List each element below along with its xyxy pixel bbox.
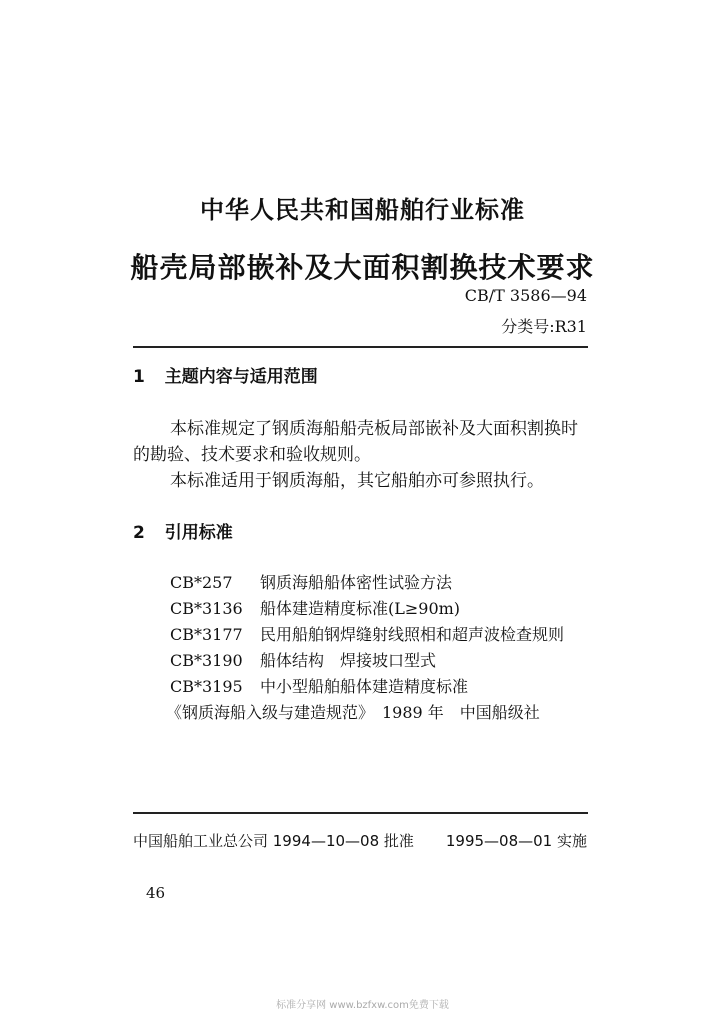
standard-title: 中华人民共和国船舶行业标准 [200, 196, 525, 224]
watermark: 标准分享网 www.bzfxw.com免费下载 [276, 1000, 449, 1011]
reference-code: CB*3136 [170, 599, 243, 618]
reference-title: 民用船舶钢焊缝射线照相和超声波检查规则 [260, 625, 565, 644]
reference-item-rules: 《钢质海船入级与建造规范》 1989 年 中国船级社 [166, 703, 540, 722]
section-1-heading [133, 362, 318, 387]
implementation-date: 1995—08—01 实施 [445, 832, 587, 850]
reference-item [170, 674, 468, 697]
reference-title: 船体建造精度标准(L≥90m) [260, 599, 461, 618]
section-1-number: 1 [133, 367, 145, 387]
classification-number: 分类号:R31 [501, 317, 587, 336]
reference-item [170, 622, 564, 645]
section-2-number: 2 [133, 523, 145, 543]
reference-code: CB*3177 [170, 625, 243, 644]
section-2-title: 引用标准 [164, 523, 233, 543]
reference-code: CB*3190 [170, 651, 243, 670]
reference-item [170, 570, 452, 593]
approval-note: 中国船舶工业总公司 1994—10—08 批准 [133, 832, 414, 850]
section-1-title: 主题内容与适用范围 [164, 367, 318, 387]
reference-title: 中小型船舶船体建造精度标准 [260, 677, 469, 696]
section-1-para-2: 本标准适用于钢质海船，其它船舶亦可参照执行。 [170, 471, 544, 491]
standard-code: CB/T 3586—94 [464, 286, 587, 305]
document-title: 船壳局部嵌补及大面积割换技术要求 [130, 251, 595, 284]
reference-code: CB*257 [170, 573, 233, 592]
reference-title: 船体结构 焊接坡口型式 [260, 651, 437, 670]
footer-divider [133, 812, 588, 814]
section-2-heading [133, 518, 233, 543]
reference-item [170, 596, 460, 619]
section-1-para-1-line-1: 本标准规定了钢质海船船壳板局部嵌补及大面积割换时 [170, 419, 578, 439]
section-1-para-1-line-2: 的勘验、技术要求和验收规则。 [133, 445, 371, 465]
page-number: 46 [146, 884, 166, 902]
reference-title: 钢质海船船体密性试验方法 [260, 573, 453, 592]
reference-item [170, 648, 436, 671]
header-divider [133, 346, 588, 348]
reference-code: CB*3195 [170, 677, 243, 696]
